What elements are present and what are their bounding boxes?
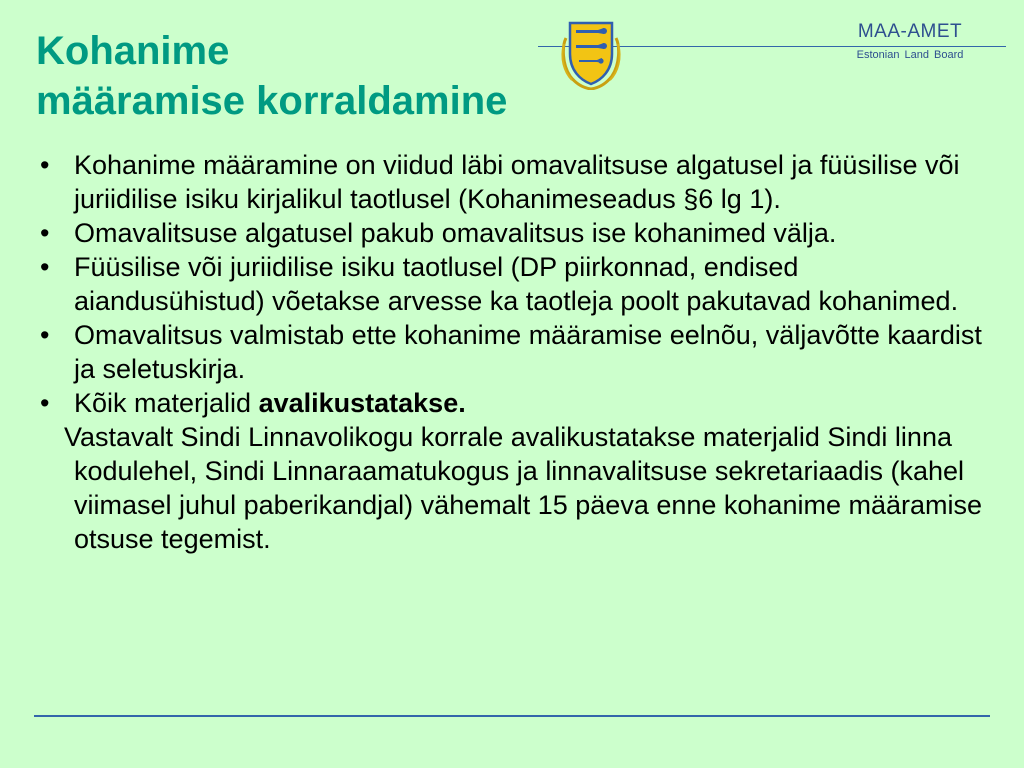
bullet-item-2 (36, 216, 996, 250)
bullet-item-1 (36, 148, 996, 216)
bullet-list (36, 148, 996, 420)
publication-note: Vastavalt Sindi Linnavolikogu korrale avalikustatakse materjalid Sindi linna kodulehel, Sindi Linnaraamatukogus ja linnavalitsuse sekretariaadis (kahel viimasel juhul paberikandjal) vähemalt 15 päeva enne kohanime määramise otsuse tegemist. (64, 422, 983, 554)
bullet-dot-icon: • (40, 150, 50, 180)
logo-subtitle: Estonian Land Board (856, 49, 964, 61)
bullet-dot-icon: • (40, 320, 50, 350)
bullet-dot-icon: • (40, 388, 50, 418)
bullet-text: Omavalitsus valmistab ette kohanime määramise eelnõu, väljavõtte kaardist ja seletuskirja. (74, 320, 982, 384)
footer-divider (34, 715, 990, 717)
bullet-item-4 (36, 318, 996, 386)
estonian-coat-of-arms-icon (560, 18, 622, 90)
bullet-dot-icon: • (40, 252, 50, 282)
slide-title (36, 26, 507, 126)
slide-title-line-2: määramise korraldamine (36, 79, 508, 123)
bullet-text: Kohanime määramine on viidud läbi omavalitsuse algatusel ja füüsilise või juriidilise isiku kirjalikul taotlusel (Kohanimeseadus §6 lg 1). (74, 150, 960, 214)
bullet-item-5 (36, 386, 996, 420)
bullet-text: Omavalitsuse algatusel pakub omavalitsus ise kohanimed välja. (74, 218, 837, 248)
bullet-item-3 (36, 250, 996, 318)
slide-body (36, 148, 996, 556)
slide-title-line-1: Kohanime (36, 29, 230, 73)
maa-amet-logo (846, 20, 974, 61)
logo-name: MAA-AMET (857, 21, 963, 42)
bullet-text: Kõik materjalid (74, 388, 259, 418)
bullet-text: Füüsilise või juriidilise isiku taotlusel (DP piirkonnad, endised aiandusühistud) võetakse arvesse ka taotleja poolt pakutavad kohanimed. (74, 252, 959, 316)
bullet-bold-text: avalikustatakse. (258, 388, 466, 418)
bullet-dot-icon: • (40, 218, 50, 248)
